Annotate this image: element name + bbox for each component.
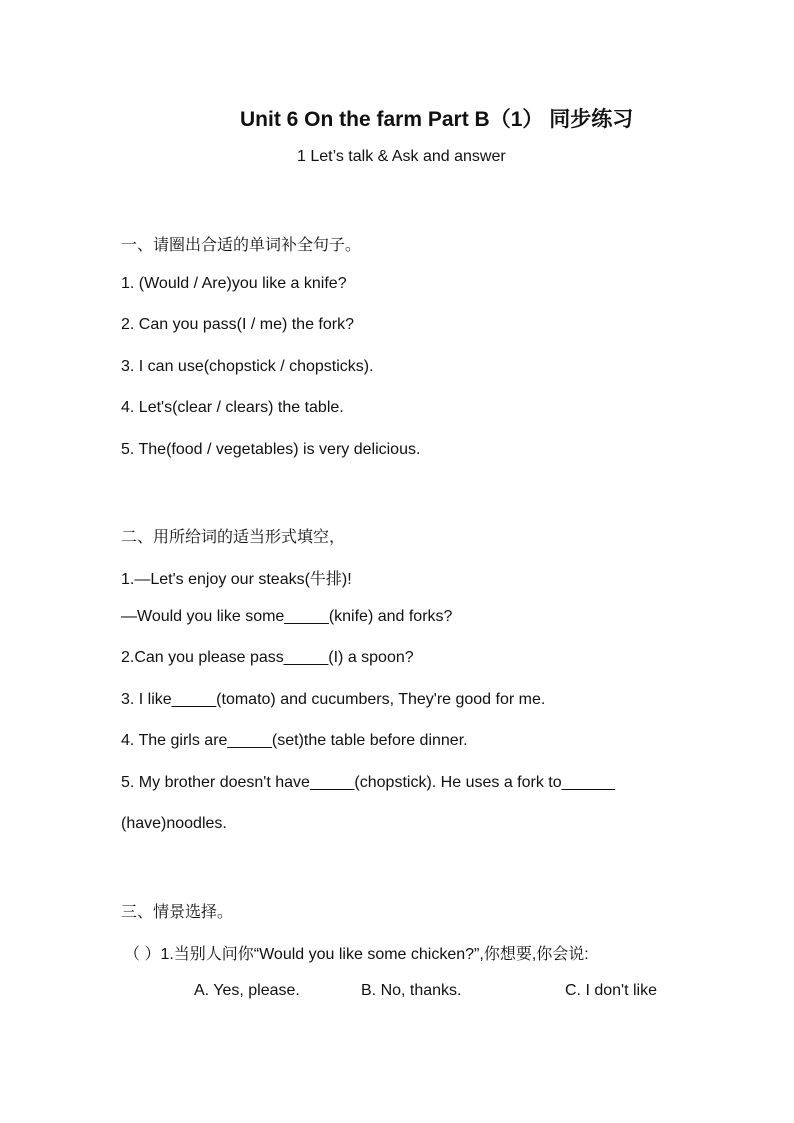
option-a: A. Yes, please. (194, 982, 300, 999)
section-2-item-4: 4. The girls are_____(set)the table before dinner. (121, 732, 468, 749)
section-2-item-1b: —Would you like some_____(knife) and forks? (121, 608, 453, 625)
section-1-item-2: 2. Can you pass(I / me) the fork? (121, 316, 354, 333)
section-3-question-1: （ ）1.当别人问你“Would you like some chicken?”,你想要,你会说: (124, 946, 589, 963)
section-1-item-4: 4. Let's(clear / clears) the table. (121, 399, 344, 416)
section-2-heading: 二、用所给词的适当形式填空， (121, 529, 346, 546)
section-2-item-3: 3. I like_____(tomato) and cucumbers, They're good for me. (121, 691, 546, 708)
section-1-item-1: 1. (Would / Are)you like a knife? (121, 275, 347, 292)
section-1-item-3: 3. I can use(chopstick / chopsticks). (121, 358, 374, 375)
option-c: C. I don't like (565, 982, 657, 999)
page-title: Unit 6 On the farm Part B（1） 同步练习 (240, 108, 634, 131)
page-subtitle: 1 Let’s talk & Ask and answer (297, 148, 506, 165)
section-1-heading: 一、请圈出合适的单词补全句子。 (121, 237, 362, 254)
section-2-item-5b: (have)noodles. (121, 815, 227, 832)
section-2-item-5a: 5. My brother doesn't have_____(chopstick). He uses a fork to______ (121, 774, 616, 791)
option-b: B. No, thanks. (361, 982, 462, 999)
section-2-item-1a: 1.—Let's enjoy our steaks(牛排)! (121, 571, 352, 588)
section-3-heading: 三、情景选择。 (121, 904, 234, 921)
section-2-item-2: 2.Can you please pass_____(I) a spoon? (121, 649, 414, 666)
section-1-item-5: 5. The(food / vegetables) is very delicious. (121, 441, 421, 458)
